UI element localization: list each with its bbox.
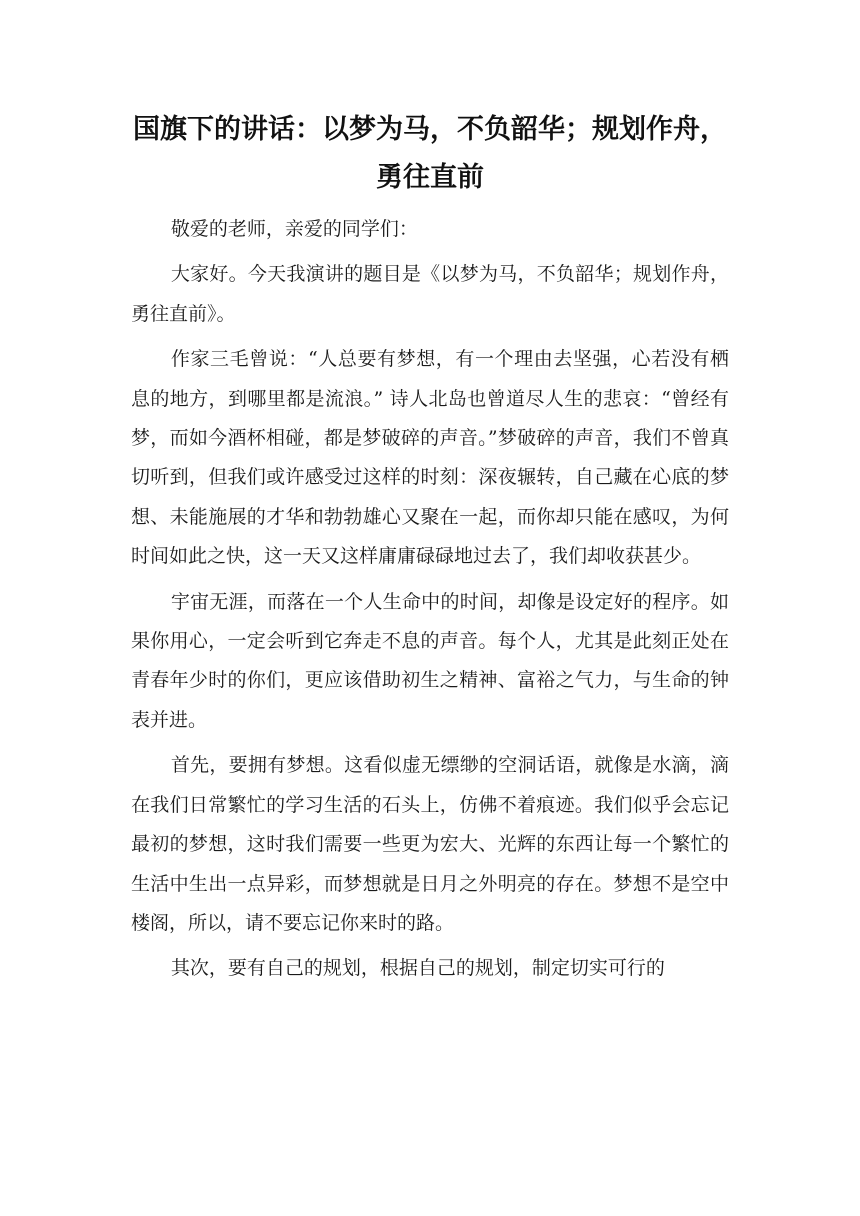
paragraph-time: 宇宙无涯，而落在一个人生命中的时间，却像是设定好的程序。如果你用心，一定会听到它奔走不息的声音。每个人，尤其是此刻正处在青春年少时的你们，更应该借助初生之精神、富裕之气力，与生命的钟表并进。 — [131, 590, 729, 731]
paragraph-intro: 大家好。今天我演讲的题目是《以梦为马，不负韶华；规划作舟，勇往直前》。 — [131, 263, 729, 325]
paragraph-plan: 其次，要有自己的规划，根据自己的规划，制定切实可行的 — [170, 957, 665, 980]
document-title: 国旗下的讲话：以梦为马，不负韶华；规划作舟，勇往直前 — [133, 114, 727, 193]
paragraph-quotes: 作家三毛曾说：“人总要有梦想，有一个理由去坚强，心若没有栖息的地方，到哪里都是流浪。” 诗人北岛也曾道尽人生的悲哀：“曾经有梦，而如今酒杯相碰，都是梦破碎的声音。”梦破碎的声音，我们不曾真切听到，但我们或许感受过这样的时刻：深夜辗转，自己藏在心底的梦想、未能施展的才华和勃勃雄心又聚在一起，而你却只能在感叹，为何时间如此之快，这一天又这样庸庸碌碌地过去了，我们却收获甚少。 — [131, 348, 729, 568]
document-body — [131, 210, 729, 995]
paragraph-greeting: 敬爱的老师，亲爱的同学们： — [170, 218, 418, 240]
paragraph-dream: 首先，要拥有梦想。这看似虚无缥缈的空洞话语，就像是水滴，滴在我们日常繁忙的学习生活的石头上，仿佛不着痕迹。我们似乎会忘记最初的梦想，这时我们需要一些更为宏大、光辉的东西让每一个繁忙的生活中生出一点异彩，而梦想就是日月之外明亮的存在。梦想不是空中楼阁，所以，请不要忘记你来时的路。 — [131, 754, 729, 934]
